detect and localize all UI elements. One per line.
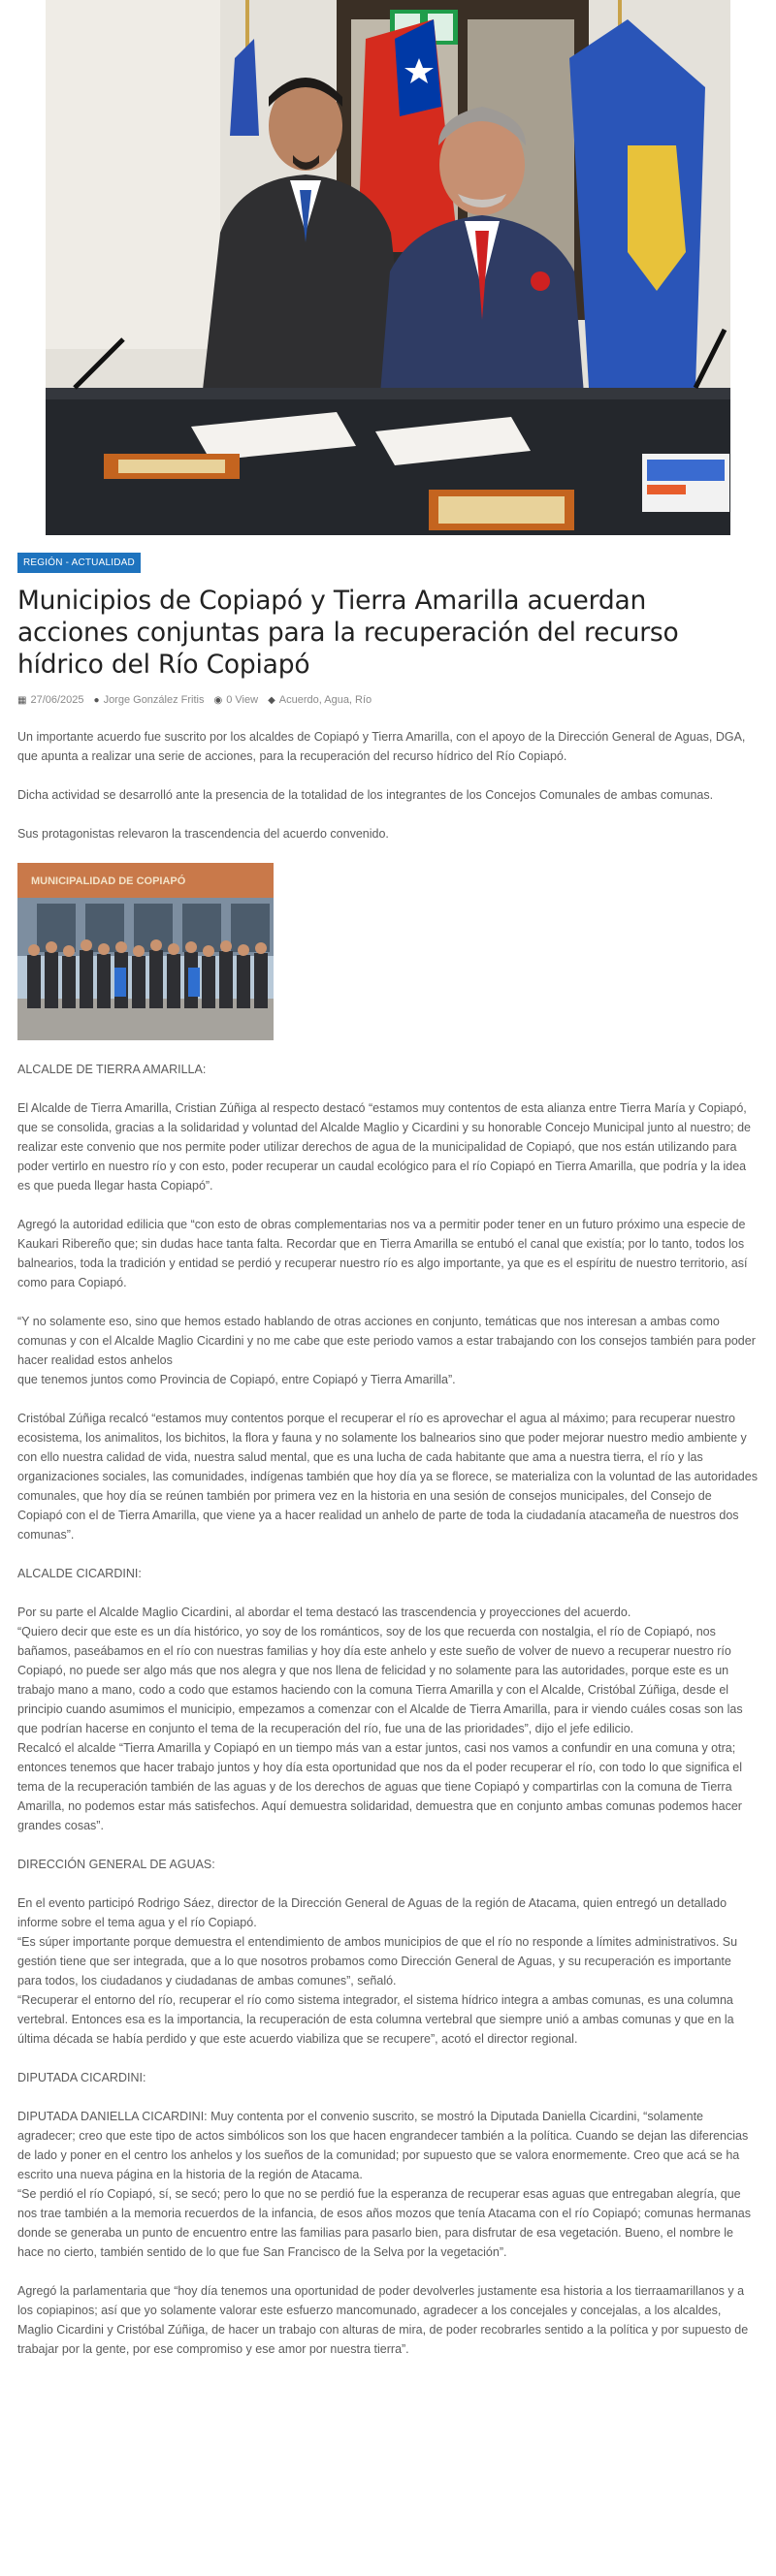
- paragraph-dga-part-c: “Recuperar el entorno del río, recuperar el río como sistema integrador, el sistema hídrico integra a ambas comunas, es una columna vertebral. Entonces esa es la importancia, la recuperación de esta columna vertebral que siempre unió a ambas comunas y que en la última década se había perdido y que este acuerdo viabiliza que se recupere”, acotó el director regional.: [17, 1993, 734, 2046]
- paragraph-ta-2: Agregó la autoridad edilicia que “con esto de obras complementarias nos va a permitir poder tener en un futuro próximo una especie de Kaukari Ribereño que; sin dudas hace tanta falta. Recordar que en Tierra Amarilla se entubó el canal que existía; por lo tanto, todos los balnearios, toda la tradición y entidad se perdió y recuperar nuestro río es algo importante, ya que es el espíritu de nuestro territorio, así como para Copiapó.: [17, 1218, 748, 1289]
- date-meta: [17, 694, 84, 706]
- paragraph-councils: Dicha actividad se desarrolló ante la presencia de la totalidad de los integrantes de los Concejos Comunales de ambas comunas.: [17, 788, 714, 802]
- paragraph-diputada-1: [17, 2107, 759, 2262]
- user-icon: ●: [93, 694, 100, 706]
- paragraph-ta-1: El Alcalde de Tierra Amarilla, Cristian Zúñiga al respecto destacó “estamos muy contentos de esta alianza entre Tierra María y Copiapó, que se consolida, gracias a la solidaridad y voluntad del Alcalde Maglio y Cicardini y su honorable Concejo Municipal junto al nuestro; de realizar este convenio que nos permite poder utilizar derechos de agua de la municipalidad de Copiapó, que nos están utilizando para poder vertirlo en nuestro río y con esto, poder recuperar un caudal ecológico para el río Copiapó en Tierra Amarilla, que podría y la idea es que pueda llegar hasta Copiapó”.: [17, 1101, 751, 1193]
- views-meta: [214, 694, 259, 706]
- article-content: [0, 535, 776, 2359]
- building-sign: MUNICIPALIDAD DE COPIAPÓ: [31, 875, 186, 887]
- tag-icon: ◆: [268, 694, 275, 706]
- paragraph-ta-3-part-b: que tenemos juntos como Provincia de Copiapó, entre Copiapó y Tierra Amarilla”.: [17, 1373, 456, 1386]
- publish-date: 27/06/2025: [30, 694, 84, 706]
- paragraph-ta-3-part-a: “Y no solamente eso, sino que hemos estado hablando de otras acciones en conjunto, temáticas que nos interesan a ambas como comunas y con el Alcalde Maglio Cicardini y no me cabe que este periodo vamos a estar trabajando con los consejos también para poder hacer realidad estos anhelos: [17, 1315, 756, 1367]
- author-name[interactable]: Jorge González Fritis: [103, 694, 205, 706]
- view-count: 0 View: [226, 694, 259, 706]
- section-heading-cicardini: ALCALDE CICARDINI:: [17, 1567, 142, 1580]
- paragraph-cicardini-part-b: “Quiero decir que este es un día histórico, yo soy de los románticos, soy de los que recuerda con nostalgia, el río de Copiapó, nos bañamos, paseábamos en el río con nuestras familias y hoy día este anhelo y este sueño de volver de nuevo a recuperar nuestro río Copiapó, no puede ser algo más que nos alegra y que nos llena de felicidad y no solamente para las autoridades, porque este es un trabajo mano a mano, codo a codo que estamos haciendo con la comuna Tierra Amarilla y con el Alcalde, Cristóbal Zúñiga, desde el principio cuando asumimos el municipio, empezamos a comenzar con el Alcalde de Tierra Amarilla, para ir viendo cuáles cosas son las que podrían hacerse en conjunto el tema de la recuperación del río, fue una de las prioridades”, dijo el jefe edilicio.: [17, 1625, 743, 1735]
- calendar-icon: ▦: [17, 694, 27, 706]
- paragraph-cicardini: [17, 1603, 759, 1835]
- section-heading-diputada: DIPUTADA CICARDINI:: [17, 2071, 146, 2084]
- section-heading-tierra-amarilla: ALCALDE DE TIERRA AMARILLA:: [17, 1063, 207, 1076]
- paragraph-cicardini-part-a: Por su parte el Alcalde Maglio Cicardini, al abordar el tema destacó las trascendencia y proyecciones del acuerdo.: [17, 1606, 631, 1619]
- paragraph-dga: [17, 1893, 759, 2049]
- paragraph-cicardini-part-c: Recalcó el alcalde “Tierra Amarilla y Copiapó en un tiempo más van a estar juntos, casi nos vamos a confundir en una comuna y otra; entonces tenemos que hacer trabajo juntos y hoy día esta oportunidad que nos da el poder recuperar el río, con todo lo que significa el tema de la recuperación también de las aguas y de los derechos de aguas que tiene Copiapó y compartirlas con la comuna de Tierra Amarilla, no podemos estar más satisfechos. Aquí demuestra solidaridad, demuestra que en conjunto ambas comunas podemos hacer grandes cosas”.: [17, 1741, 743, 1832]
- tags-meta[interactable]: [268, 694, 372, 706]
- paragraph-ta-4: Cristóbal Zúñiga recalcó “estamos muy contentos porque el recuperar el río es aprovechar el agua al máximo; para recuperar nuestro ecosistema, los animalitos, los bichitos, la flora y fauna y no solamente los balnearios sino que poder mejorar nuestro medio ambiente y con ello nuestra calidad de vida, nuestra salud mental, que es una lucha de cada habitante que ama a nuestra tierra, el río y las organizaciones sociales, las comunidades, indígenas también que hoy día ya se florece, se materializa con la voluntad de las autoridades comunales, que hoy día se reúnen también por primera vez en la historia en una sesión de consejos municipales, del Consejo de Copiapó con el de Tierra Amarilla, que viene ya a hacer realidad un anhelo de parte de toda la ciudadanía atacameña de nuestros dos comunas”.: [17, 1412, 758, 1542]
- paragraph-dga-part-a: En el evento participó Rodrigo Sáez, director de la Dirección General de Aguas de la región de Atacama, quien entregó un detallado informe sobre el tema agua y el río Copiapó.: [17, 1896, 728, 1929]
- tag-list[interactable]: Acuerdo, Agua, Río: [278, 694, 372, 706]
- paragraph-ta-3: [17, 1312, 759, 1389]
- article-title: Municipios de Copiapó y Tierra Amarilla acuerdan acciones conjuntas para la recuperación del recurso hídrico del Río Copiapó: [17, 586, 679, 680]
- article-meta: [17, 694, 759, 706]
- paragraph-dga-part-b: “Es súper importante porque demuestra el entendimiento de ambos municipios de que el río no responde a límites administrativos. Su gestión tiene que ser integrada, que a lo que nosotros probamos como Dirección General de Aguas, y su recuperación es importante para todos, los ciudadanos y ciudadanas de ambas comunes”, señaló.: [17, 1935, 738, 1988]
- author-meta[interactable]: [94, 694, 205, 706]
- group-photo: [17, 863, 274, 1040]
- hero-photo: [46, 0, 730, 535]
- signing-ceremony-photo: [46, 0, 730, 535]
- paragraph-diputada-1-part-a: DIPUTADA DANIELLA CICARDINI: Muy contenta por el convenio suscrito, se mostró la Diputada Daniella Cicardini, “solamente agradecer; creo que este tipo de actos simbólicos son los que hacen engrandecer también a la política. Cuando se dejan las diferencias de lado y poner en el centro los anhelos y los sueños de la comunidad; por supuesto que se valora enormemente. Creo que acá se ha escrito una nueva página en la historia de la región de Atacama.: [17, 2110, 749, 2181]
- paragraph-diputada-2: Agregó la parlamentaria que “hoy día tenemos una oportunidad de poder devolverles justamente esa historia a los tierraamarillanos y a los copiapinos; así que yo solamente valorar este esfuerzo mancomunado, agradecer a los concejales y concejalas, a los alcaldes, Maglio Cicardini y Cristóbal Zúñiga, de hacer un trabajo con alturas de mira, de poder recobrarles sentido a la política y por supuesto de trabajar por la gente, por ese compromiso y ese amor por nuestra tierra”.: [17, 2284, 749, 2356]
- paragraph-intro: Un importante acuerdo fue suscrito por los alcaldes de Copiapó y Tierra Amarilla, con el apoyo de la Dirección General de Aguas, DGA, que apunta a realizar una serie de acciones, para la recuperación del recurso hídrico del Río Copiapó.: [17, 730, 746, 763]
- category-badge[interactable]: REGIÓN - ACTUALIDAD: [17, 553, 141, 573]
- paragraph-protagonists: Sus protagonistas relevaron la trascendencia del acuerdo convenido.: [17, 827, 389, 841]
- paragraph-diputada-1-part-b: “Se perdió el río Copiapó, sí, se secó; pero lo que no se perdió fue la esperanza de recuperar esas aguas que entregaban alegría, que nos trae también a la memoria recuerdos de la infancia, de esos años mozos que tenía Atacama con el río Copiapó; comunas hermanas donde se generaba un punto de encuentro entre las familias para pasarlo bien, para disfrutar de esa vegetación. Bueno, el nombre le hace no cierto, también sentido de lo que fue San Francisco de la Selva por la vegetación”.: [17, 2187, 751, 2259]
- eye-icon: ◉: [213, 694, 223, 706]
- section-heading-dga: DIRECCIÓN GENERAL DE AGUAS:: [17, 1858, 215, 1871]
- inline-photo: [17, 863, 274, 1040]
